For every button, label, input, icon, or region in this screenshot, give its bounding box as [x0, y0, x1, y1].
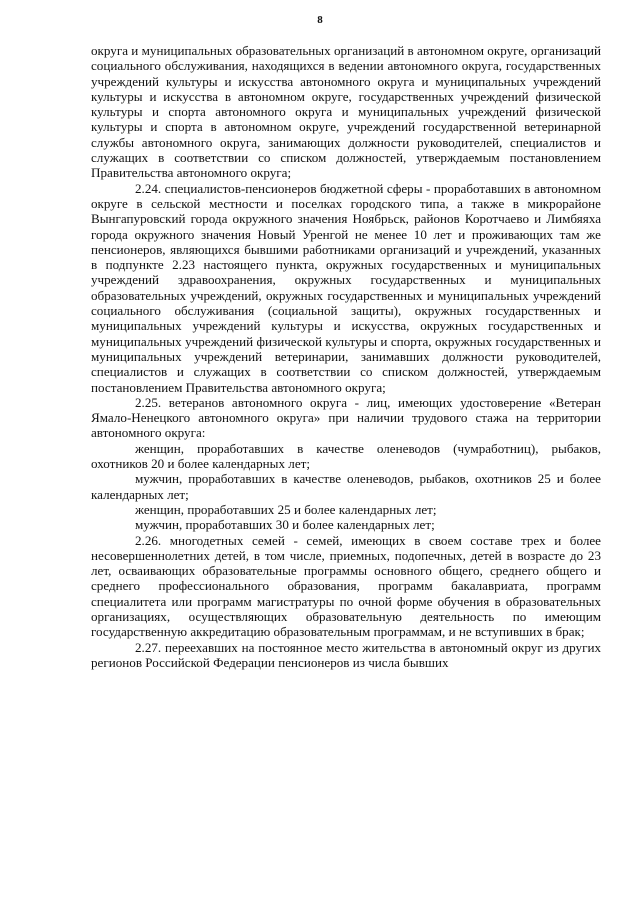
- paragraph-2-27: 2.27. переехавших на постоянное место жительства в автономный округ из других регионов Российской Федерации пенсионеров из числа бывших: [91, 639, 601, 670]
- paragraph-2-24: 2.24. специалистов-пенсионеров бюджетной сферы - проработавших в автономном округе в сельской местности и поселках городского типа, а также в микрорайоне Вынгапуровский города окружного значения Ноябрьск, районов Коротчаево и Лимбяяха города окружного значения Новый Уренгой не менее 10 лет и проживающих там же пенсионеров, являющихся бывшими работниками организаций и учреждений, указанных в подпункте 2.23 настоящего пункта, окружных государственных и муниципальных учреждений здравоохранения, окружных государственных и муниципальных образовательных учреждений, окружных государственных и муниципальных учреждений социального обслуживания (социальной защиты), окружных государственных и муниципальных учреждений культуры и искусства, окружных государственных и муниципальных учреждений физической культуры и спорта, окружных государственных и муниципальных учреждений ветеринарии, занимавших должности руководителей, специалистов и служащих в соответствии со списком должностей, утверждаемым постановлением Правительства автономного округа;: [91, 180, 601, 395]
- paragraph-2-26: 2.26. многодетных семей - семей, имеющих в своем составе трех и более несовершеннолетних детей, в том числе, приемных, подопечных, детей в возрасте до 23 лет, осваивающих образовательные программы основного общего, среднего общего и среднего профессионального образования, программ бакалавриата, программ специалитета или программ магистратуры по очной форме обучения в образовательных организациях, осуществляющих образовательную деятельность по имеющим государственную аккредитацию образовательным программам, и не вступивших в брак;: [91, 532, 601, 640]
- document-body: [91, 43, 601, 670]
- paragraph-2-25-men: мужчин, проработавших 30 и более календарных лет;: [135, 517, 435, 533]
- paragraph-continuation: округа и муниципальных образовательных организаций в автономном округе, организаций социального обслуживания, находящихся в ведении автономного округа, государственных учреждений культуры и искусства автономного округа и муниципальных учреждений культуры и искусства в автономном округе, государственных учреждений физической культуры и спорта автономного округа и муниципальных учреждений физической культуры и спорта в автономном округе, учреждений государственной ветеринарной службы автономного округа, занимающих должности руководителей, специалистов и служащих в соответствии со списком должностей, утверждаемым постановлением Правительства автономного округа;: [91, 43, 601, 181]
- paragraph-2-25: 2.25. ветеранов автономного округа - лиц, имеющих удостоверение «Ветеран Ямало-Ненецкого автономного округа» при наличии трудового стажа на территории автономного округа:: [91, 394, 601, 441]
- paragraph-2-25-men-reindeer: мужчин, проработавших в качестве оленеводов, рыбаков, охотников 25 и более календарных лет;: [91, 471, 601, 502]
- paragraph-2-25-women: женщин, проработавших 25 и более календарных лет;: [135, 501, 437, 517]
- page-number: 8: [317, 14, 323, 26]
- paragraph-2-25-women-reindeer: женщин, проработавших в качестве оленеводов (чумработниц), рыбаков, охотников 20 и более календарных лет;: [91, 440, 601, 472]
